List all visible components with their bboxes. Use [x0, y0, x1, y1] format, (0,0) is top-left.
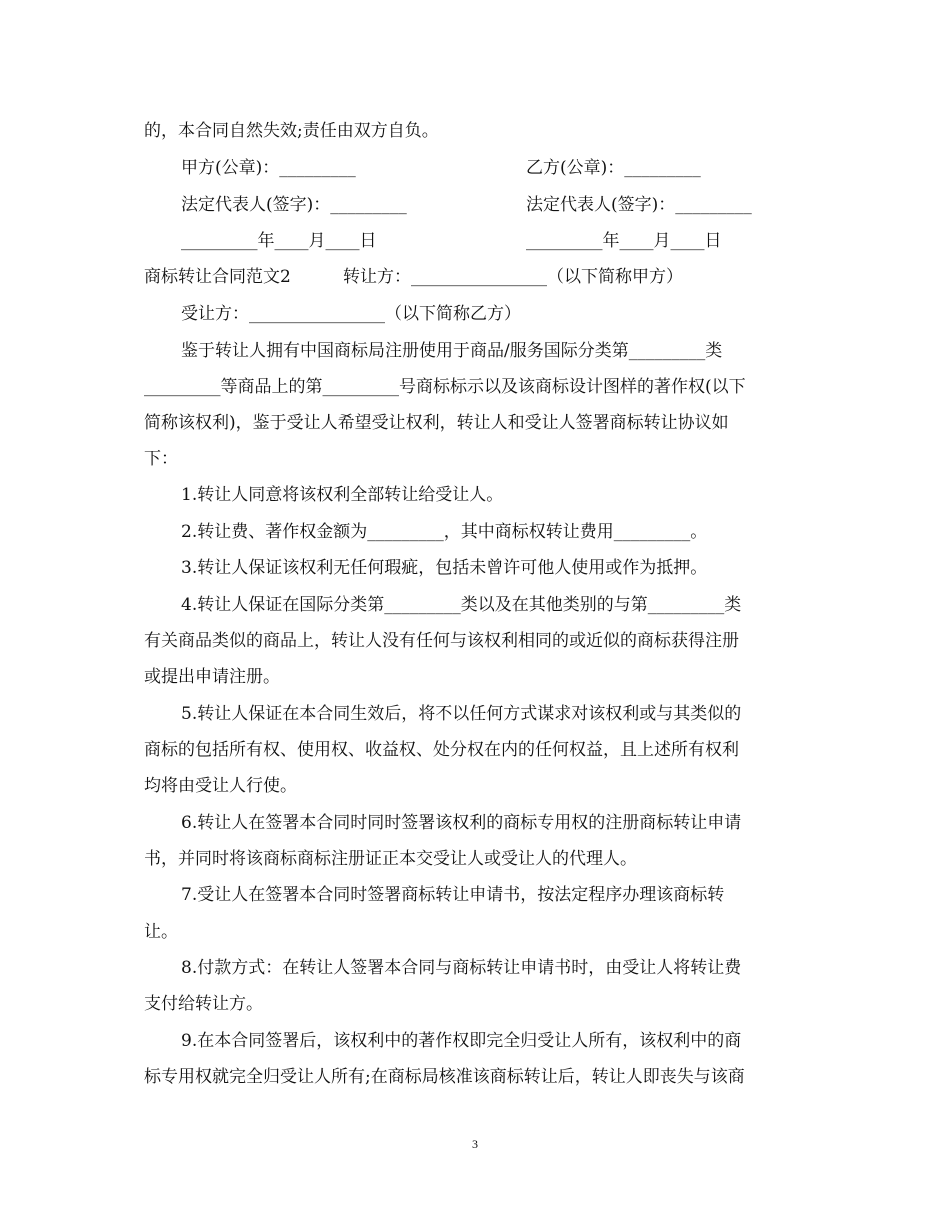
clause-line: 2.转让费、著作权金额为_________，其中商标权转让费用_________。	[181, 522, 708, 542]
clause-line: 3.转让人保证该权利无任何瑕疵，包括未曾许可他人使用或作为抵押。	[181, 558, 708, 578]
preamble-line: _________等商品上的第_________号商标标示以及该商标设计图样的著作权(以下	[144, 377, 746, 397]
clause-line: 有关商品类似的商品上，转让人没有任何与该权利相同的或近似的商标获得注册	[144, 631, 739, 651]
clause-line: 商标的包括所有权、使用权、收益权、处分权在内的任何权益，且上述所有权利	[144, 740, 739, 760]
continuation-line: 的，本合同自然失效;责任由双方自负。	[144, 121, 439, 141]
clause-line: 5.转让人保证在本合同生效后，将不以任何方式谋求对该权利或与其类似的	[181, 704, 742, 724]
clause-line: 4.转让人保证在国际分类第_________类以及在其他类别的与第_________类	[181, 595, 742, 615]
clause-line: 6.转让人在签署本合同时同时签署该权利的商标专用权的注册商标转让申请	[181, 813, 742, 833]
clause-line: 1.转让人同意将该权利全部转让给受让人。	[181, 485, 504, 505]
clause-line: 7.受让人在签署本合同时签署商标转让申请书，按法定程序办理该商标转	[181, 885, 725, 905]
party-b-representative: 法定代表人(签字)：_________	[526, 195, 752, 215]
clause-line: 书，并同时将该商标商标注册证正本交受让人或受让人的代理人。	[144, 849, 637, 869]
clause-line: 或提出申请注册。	[144, 667, 280, 687]
party-a-representative: 法定代表人(签字)：_________	[181, 195, 407, 215]
clause-line: 支付给转让方。	[144, 994, 263, 1014]
preamble-line: 下：	[144, 449, 178, 469]
transferee-line: 受让方：________________（以下简称乙方）	[181, 304, 521, 324]
party-a-seal: 甲方(公章)：_________	[181, 158, 356, 178]
clause-line: 9.在本合同签署后，该权利中的著作权即完全归受让人所有，该权利中的商	[181, 1031, 742, 1051]
section-heading: 商标转让合同范文2	[144, 267, 291, 287]
party-a-date: _________年____月____日	[181, 231, 377, 251]
party-b-seal: 乙方(公章)：_________	[526, 158, 701, 178]
party-b-date: _________年____月____日	[526, 231, 722, 251]
transferor-line: 转让方：________________（以下简称甲方）	[343, 267, 683, 287]
preamble-line: 简称该权利)，鉴于受让人希望受让权利，转让人和受让人签署商标转让协议如	[144, 413, 729, 433]
clause-line: 让。	[144, 922, 178, 942]
clause-line: 均将由受让人行使。	[144, 776, 297, 796]
clause-line: 8.付款方式：在转让人签署本合同与商标转让申请书时，由受让人将转让费	[181, 958, 742, 978]
preamble-line: 鉴于转让人拥有中国商标局注册使用于商品/服务国际分类第_________类	[181, 341, 723, 361]
clause-line: 标专用权就完全归受让人所有;在商标局核准该商标转让后，转让人即丧失与该商	[144, 1067, 745, 1087]
page-number: 3	[472, 1137, 478, 1151]
